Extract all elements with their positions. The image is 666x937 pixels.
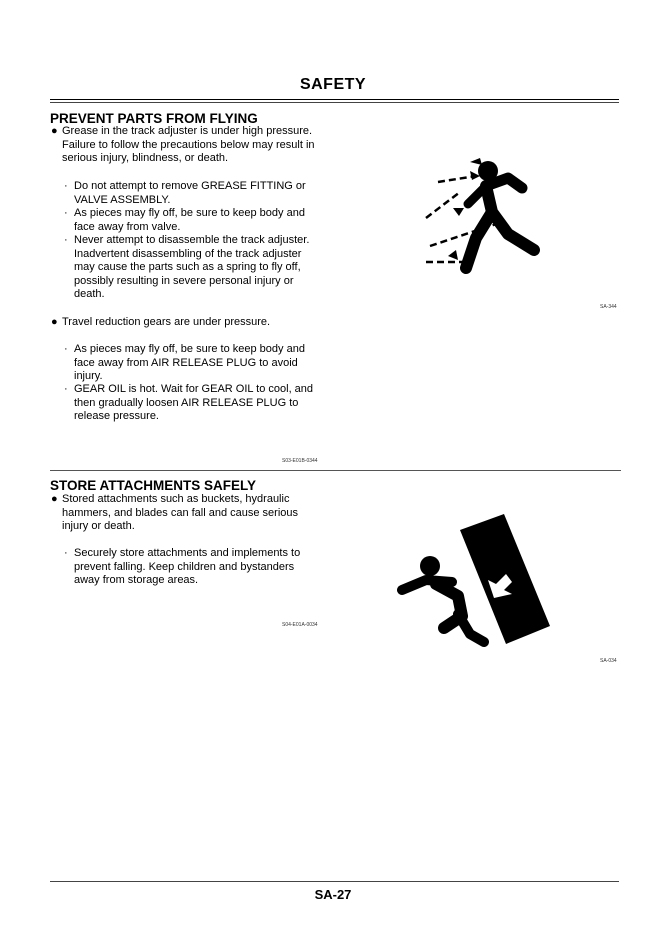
text-line: As pieces may fly off, be sure to keep body and: [74, 207, 305, 219]
text-line: release pressure.: [74, 410, 159, 423]
figure-code-sa034: SA-034: [600, 658, 617, 664]
text-line: GEAR OIL is hot. Wait for GEAR OIL to cool, and: [74, 383, 314, 395]
text-line: Securely store attachments and implements to: [74, 547, 301, 559]
text-line: serious injury, blindness, or death.: [62, 152, 229, 165]
sub-bullet-mark: ·: [64, 383, 68, 395]
sub-bullet-mark: ·: [64, 234, 68, 246]
text-line: may cause the parts such as a spring to fly off,: [74, 261, 301, 274]
sub-item-air-release-plug: [64, 343, 322, 384]
header-rule-secondary: [50, 102, 619, 103]
sub-bullet-mark: ·: [64, 343, 68, 355]
text-line: death.: [74, 288, 105, 301]
section-title-prevent-parts-flying: PREVENT PARTS FROM FLYING: [50, 111, 258, 126]
text-line: injury.: [74, 370, 103, 383]
page-header-title: SAFETY: [299, 76, 367, 93]
flying-parts-illustration: [424, 150, 548, 280]
text-line: possibly resulting in severe personal injury or: [74, 274, 294, 287]
bullet-travel-reduction-gears: [51, 316, 322, 330]
bullet-stored-attachments: [51, 493, 322, 534]
bullet-dot-icon: ●: [51, 316, 58, 328]
footer-rule: [50, 881, 619, 882]
text-line: Stored attachments such as buckets, hydraulic: [62, 493, 290, 505]
sub-item-never-disassemble: [64, 234, 322, 302]
text-line: then gradually loosen AIR RELEASE PLUG to: [74, 396, 299, 409]
bullet-dot-icon: ●: [51, 493, 58, 505]
sub-bullet-mark: ·: [64, 180, 68, 192]
text-line: As pieces may fly off, be sure to keep body and: [74, 343, 305, 355]
section1-reference-code: S03-E01B-0344: [282, 458, 318, 464]
page-number: SA-27: [314, 887, 352, 902]
text-line: Inadvertent disassembling of the track adjuster: [74, 247, 302, 260]
text-line: hammers, and blades can fall and cause serious: [62, 506, 299, 519]
text-line: Failure to follow the precautions below may result in: [62, 138, 315, 151]
text-line: Never attempt to disassemble the track adjuster.: [74, 234, 310, 246]
bullet-dot-icon: ●: [51, 125, 58, 137]
text-line: VALVE ASSEMBLY.: [74, 193, 171, 206]
section-title-store-attachments: STORE ATTACHMENTS SAFELY: [50, 478, 257, 493]
section-divider: [50, 470, 621, 471]
sub-item-grease-fitting: [64, 180, 322, 207]
text-line: injury or death.: [62, 520, 135, 533]
text-line: Do not attempt to remove GREASE FITTING or: [74, 180, 306, 192]
sub-bullet-mark: ·: [64, 207, 68, 219]
sub-item-gear-oil-hot: [64, 383, 322, 424]
crouching-person-icon: [402, 556, 484, 642]
text-line: Travel reduction gears are under pressure.: [62, 316, 271, 328]
text-line: away from storage areas.: [74, 574, 199, 587]
section2-reference-code: S04-E01A-0034: [282, 622, 318, 628]
text-line: face away from AIR RELEASE PLUG to avoid: [74, 356, 298, 369]
text-line: Grease in the track adjuster is under high pressure.: [62, 125, 313, 137]
text-line: face away from valve.: [74, 220, 181, 233]
falling-panel-icon: [460, 514, 550, 644]
bullet-grease-pressure: [51, 125, 322, 166]
header-rule: [50, 99, 619, 100]
sub-item-keep-body-away-valve: [64, 207, 322, 234]
sub-item-securely-store: [64, 547, 322, 588]
sub-bullet-mark: ·: [64, 547, 68, 559]
text-line: prevent falling. Keep children and bystanders: [74, 560, 295, 573]
falling-attachment-illustration: [396, 512, 552, 652]
figure-code-sa344: SA-344: [600, 304, 617, 310]
